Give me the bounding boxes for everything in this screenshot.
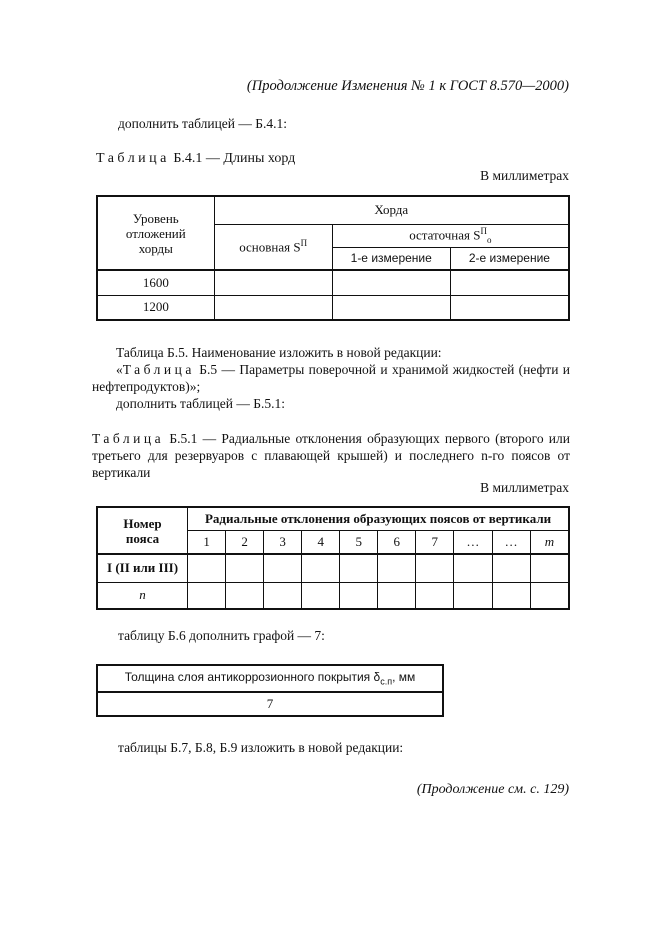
header-belt-number	[97, 507, 188, 554]
header-residual-sup: П	[480, 226, 487, 237]
column-header: 4	[302, 530, 340, 554]
caption-word: Таблица	[96, 151, 170, 166]
header-chord: Хорда	[214, 196, 569, 224]
cell-empty	[450, 295, 569, 320]
header-main-sup: П	[300, 238, 308, 249]
column-header: …	[492, 530, 530, 554]
caption-word: Таблица	[122, 362, 195, 377]
table-b51-units: В миллиметрах	[480, 480, 569, 495]
column-number: 7	[97, 692, 443, 716]
cell-empty	[454, 554, 492, 582]
cell-empty	[416, 554, 454, 582]
header-residual	[332, 224, 569, 247]
cell-empty	[378, 582, 416, 609]
cell-empty	[530, 582, 569, 609]
header-measure-1: 1-е измерение	[332, 247, 450, 270]
cell-empty	[188, 554, 226, 582]
header-coating-thickness	[97, 665, 443, 692]
header-measure-2: 2-е измерение	[450, 247, 569, 270]
intro-text-b41: дополнить таблицей — Б.4.1:	[118, 116, 288, 131]
cell-empty	[340, 554, 378, 582]
cell-empty	[188, 582, 226, 609]
page-header: (Продолжение Изменения № 1 к ГОСТ 8.570—2000)	[246, 78, 569, 94]
table-b6-column	[96, 664, 444, 717]
cell-empty	[492, 554, 530, 582]
cell-empty	[214, 270, 332, 295]
cell-empty	[302, 582, 340, 609]
cell-empty	[214, 295, 332, 320]
cell-empty	[454, 582, 492, 609]
paragraph-b5-line2	[92, 361, 570, 395]
cell-empty	[332, 295, 450, 320]
cell-empty	[264, 554, 302, 582]
cell-empty	[340, 582, 378, 609]
cell-empty	[492, 582, 530, 609]
table-b41	[96, 195, 570, 321]
table-b51	[96, 506, 570, 610]
caption-word: Таблица	[92, 431, 165, 446]
row-belt: I (II или III)	[97, 554, 188, 582]
header-level	[97, 196, 214, 270]
column-header: 1	[188, 530, 226, 554]
caption-text: Б.4.1 — Длины хорд	[173, 151, 296, 166]
header-coating-unit: , мм	[392, 670, 416, 685]
caption-text: Б.5.1 — Радиальные отклонения образующих первого (второго или третьего для резервуаров с плавающей крышей) и последнего n-го поясов от вертикали	[92, 431, 570, 480]
column-header: 2	[226, 530, 264, 554]
header-main-text: основная S	[239, 239, 301, 255]
header-coating-sub: с.п	[380, 676, 393, 687]
table-b41-caption	[96, 151, 295, 167]
row-belt: n	[97, 582, 188, 609]
header-belt-number-text: Номер пояса	[123, 515, 162, 546]
cell-empty	[264, 582, 302, 609]
row-level: 1600	[97, 270, 214, 295]
quote-open: «	[116, 362, 123, 377]
paragraph-b5-text: Б.5 — Параметры поверочной и хранимой жидкостей (нефти и нефтепродуктов)»;	[92, 362, 571, 394]
column-header: 6	[378, 530, 416, 554]
table-b41-units: В миллиметрах	[480, 168, 569, 183]
cell-empty	[332, 270, 450, 295]
column-header: 5	[340, 530, 378, 554]
column-header: 7	[416, 530, 454, 554]
cell-empty	[378, 554, 416, 582]
cell-empty	[226, 554, 264, 582]
table-b51-caption	[92, 430, 570, 481]
page-footer: (Продолжение см. с. 129)	[416, 782, 569, 797]
header-coating-text: Толщина слоя антикоррозионного покрытия δ	[124, 670, 381, 685]
cell-empty	[530, 554, 569, 582]
paragraph-b5	[92, 344, 570, 412]
header-residual-sub: о	[486, 234, 492, 245]
paragraph-b789: таблицы Б.7, Б.8, Б.9 изложить в новой редакции:	[118, 740, 404, 755]
cell-empty	[302, 554, 340, 582]
row-level: 1200	[97, 295, 214, 320]
cell-empty	[416, 582, 454, 609]
paragraph-b5-line1: Таблица Б.5. Наименование изложить в новой редакции:	[116, 345, 442, 360]
column-header: m	[530, 530, 569, 554]
header-deviations: Радиальные отклонения образующих поясов от вертикали	[188, 507, 569, 530]
cell-empty	[226, 582, 264, 609]
paragraph-b6: таблицу Б.6 дополнить графой — 7:	[118, 628, 325, 643]
paragraph-b5-line3: дополнить таблицей — Б.5.1:	[116, 396, 286, 411]
header-level-text: Уровень отложений хорды	[125, 210, 186, 256]
header-main	[214, 224, 332, 270]
column-header: 3	[264, 530, 302, 554]
cell-empty	[450, 270, 569, 295]
column-header: …	[454, 530, 492, 554]
header-residual-text: остаточная S	[409, 227, 481, 243]
